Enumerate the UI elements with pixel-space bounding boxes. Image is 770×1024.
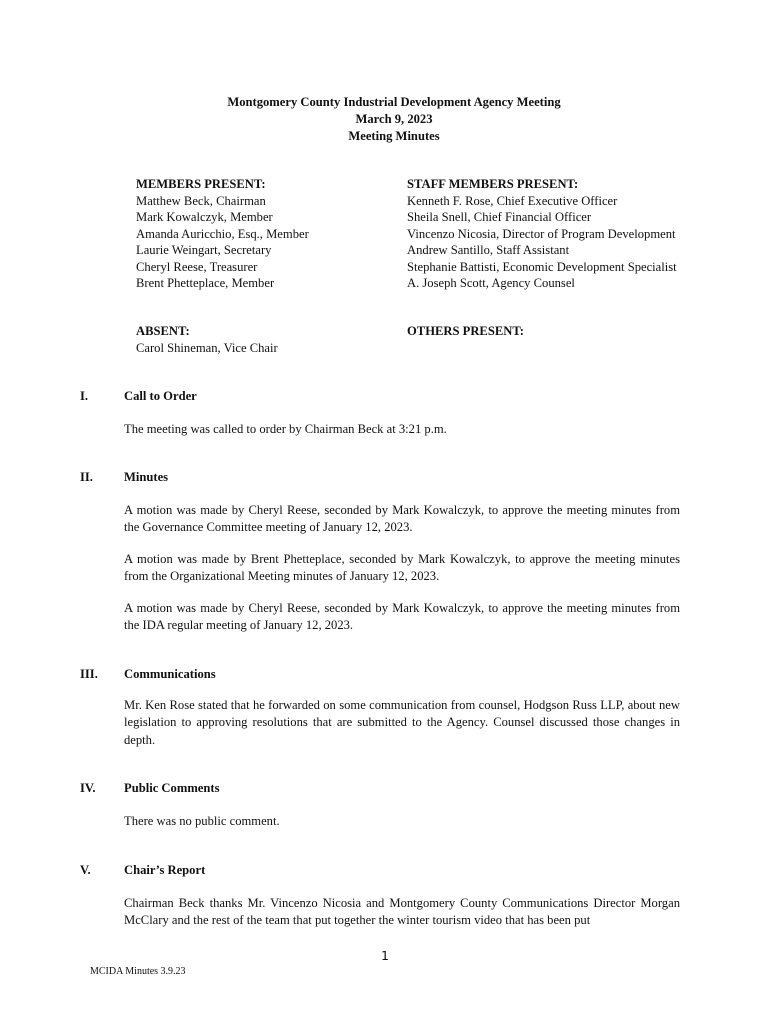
section-paragraph: Mr. Ken Rose stated that he forwarded on some communication from counsel, Hodgson Russ LLP, about new legislation to approving resolutions that are submitted to the Agency. Counsel discussed those changes in depth. (124, 698, 680, 747)
members-present-list (136, 176, 309, 292)
staff-name: Stephanie Battisti, Economic Development Specialist (407, 259, 677, 274)
document-subtitle: Meeting Minutes (348, 129, 440, 143)
others-present-heading: OTHERS PRESENT: (407, 324, 524, 338)
staff-present-list (407, 176, 677, 292)
staff-name: Sheila Snell, Chief Financial Officer (407, 210, 592, 224)
staff-name: Vincenzo Nicosia, Director of Program Development (407, 226, 676, 241)
absent-heading: ABSENT: (136, 324, 190, 338)
staff-name: Andrew Santillo, Staff Assistant (407, 243, 570, 257)
section-paragraph: A motion was made by Cheryl Reese, seconded by Mark Kowalczyk, to approve the meeting minutes from the Governance Committee meeting of January 12, 2023. (124, 503, 680, 535)
section-numeral: V. (80, 863, 91, 877)
member-name: Laurie Weingart, Secretary (136, 243, 272, 257)
member-name: Mark Kowalczyk, Member (136, 210, 273, 224)
members-present-heading: MEMBERS PRESENT: (136, 177, 266, 191)
section-paragraph: Chairman Beck thanks Mr. Vincenzo Nicosia and Montgomery County Communications Director Morgan McClary and the rest of the team that put together the winter tourism video that has been put (124, 896, 680, 928)
member-name: Brent Phetteplace, Member (136, 276, 275, 290)
member-name: Matthew Beck, Chairman (136, 193, 266, 208)
absent-name: Carol Shineman, Vice Chair (136, 340, 278, 355)
section-paragraph: There was no public comment. (124, 814, 280, 828)
section-title: Communications (124, 667, 216, 681)
section-numeral: IV. (80, 781, 96, 795)
page-number: 1 (381, 948, 389, 963)
section-numeral: II. (80, 470, 93, 484)
member-name: Amanda Auricchio, Esq., Member (136, 226, 309, 241)
section-paragraph: A motion was made by Cheryl Reese, seconded by Mark Kowalczyk, to approve the meeting minutes from the IDA regular meeting of January 12, 2023. (124, 601, 680, 633)
section-paragraph: The meeting was called to order by Chairman Beck at 3:21 p.m. (124, 422, 447, 436)
section-title: Minutes (124, 470, 169, 484)
staff-name: Kenneth F. Rose, Chief Executive Officer (407, 193, 618, 208)
absent-list (136, 323, 278, 356)
section-title: Call to Order (124, 389, 197, 403)
section-title: Public Comments (124, 781, 220, 795)
staff-present-heading: STAFF MEMBERS PRESENT: (407, 177, 579, 191)
meeting-date: March 9, 2023 (355, 112, 433, 126)
document-footer: MCIDA Minutes 3.9.23 (90, 966, 186, 977)
section-numeral: I. (80, 389, 89, 403)
section-title: Chair’s Report (124, 863, 206, 877)
document-title: Montgomery County Industrial Development Agency Meeting (227, 95, 561, 109)
others-present-list (407, 323, 524, 340)
section-numeral: III. (80, 667, 98, 681)
member-name: Cheryl Reese, Treasurer (136, 259, 258, 274)
document-header (0, 94, 770, 145)
staff-name: A. Joseph Scott, Agency Counsel (407, 276, 575, 290)
section-paragraph: A motion was made by Brent Phetteplace, seconded by Mark Kowalczyk, to approve the meeting minutes from the Organizational Meeting minutes of January 12, 2023. (124, 552, 680, 584)
